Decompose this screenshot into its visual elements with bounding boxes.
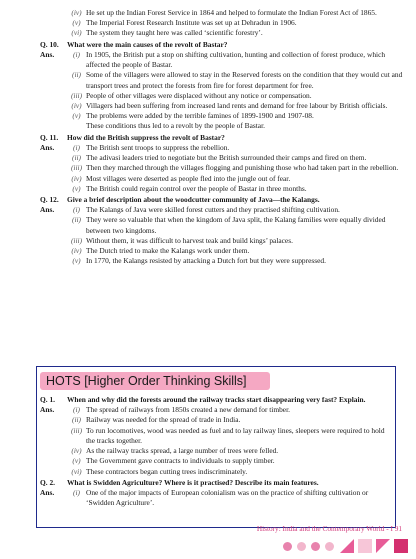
dot-icon [325,542,334,551]
hots-question-1: Q. 1. When and why did the forests around the railway tracks start disappearing very fast? Explain. [40,395,366,404]
list-item: (iii) Without them, it was difficult to harvest teak and build kings’ palaces. [70,235,293,245]
hots-question-2: Q. 2. What is Swidden Agriculture? Where is it practised? Describe its main features. [40,477,319,487]
list-item: (iv) The Dutch tried to make the Kalangs work under them. [71,246,250,256]
dot-icon [283,542,292,551]
list-item: (vi) The system they taught here was called ‘scientific forestry’. [71,28,263,38]
list-item: (iii) To run locomotives, wood was needed as fuel and to lay railway lines, sleepers were required to hold the tracks together. [70,425,385,445]
question-10: Q. 10. What were the main causes of the revolt of Bastar? [40,39,228,49]
page-footer: History: India and the Contemporary World - I 91 [256,524,402,533]
square-icon [394,539,408,553]
square-icon [358,539,372,553]
list-item: (i) The spread of railways from 1850s created a new demand for timber. [73,405,290,415]
list-item: (ii) Some of the villagers were allowed to stay in the Reserved forests on the condition that they would cut and transport trees and protect the forests from fire for forest department for free. [71,70,403,90]
page-content [40,8,405,266]
list-item: (v) The problems were added by the terrible famines of 1899-1900 and 1907-08. [72,111,314,121]
list-item: (v) The Imperial Forest Research Institute was set up at Dehradun in 1906. [72,18,297,28]
hots-title: HOTS [Higher Order Thinking Skills] [40,372,270,390]
hots-answer-1: Ans. (i) The spread of railways from 1850s created a new demand for timber. (ii) Railway was needed for the spread of trade in India. (iii) To run locomotives, wood was needed as fuel and to lay railway lines, sleepers were required to hold the tracks together. (iv) As the railway tracks spread, a large number of trees were felled. (v) The Government gave contracts to individuals to supply timber. (vi) These contractors began cutting trees indiscriminately. [40,405,395,477]
hots-answer-2: Ans. (i) One of the major impacts of European colonialism was on the practice of shifting cultivation or ‘Swidden Agriculture’. [40,488,395,508]
list-item: (ii) They were so valuable that when the kingdom of Java split, the Kalang families were equally divided between two kingdoms. [71,215,386,235]
list-item: (ii) The adivasi leaders tried to negotiate but the British surrounded their camps and fired on them. [71,153,367,163]
list-item: (i) The British sent troops to suppress the rebellion. [73,142,230,152]
list-item: (i) One of the major impacts of European colonialism was on the practice of shifting cultivation or ‘Swidden Agriculture’. [73,487,369,508]
answer-11: Ans. (i) The British sent troops to suppress the rebellion. (ii) The adivasi leaders tried to negotiate but the British surrounded their camps and fired on them. (iii) Then they marched through the villages flogging and punishing those who had taken part in the rebellion. (iv) Most villages were deserted as people fled into the jungle out of fear. (v) The British could regain control over the people of Bastar in three months. [40,143,405,194]
hots-content [40,394,395,508]
list-item: (iv) Most villages were deserted as people fled into the jungle out of fear. [71,173,291,183]
answer-12: Ans. (i) The Kalangs of Java were skilled forest cutters and they practised shifting cultivation. (ii) They were so valuable that when the kingdom of Java split, the Kalang families were equally divided between two kingdoms. (iii) Without them, it was difficult to harvest teak and build kings’ palaces. (iv) The Dutch tried to make the Kalangs work under them. (v) In 1770, the Kalangs resisted by attacking a Dutch fort but they were suppressed. [40,205,405,266]
list-item: (iv) Villagers had been suffering from increased land rents and demand for free labour by British officials. [71,100,388,110]
list-item: (v) The Government gave contracts to individuals to supply timber. [72,456,275,466]
question-11: Q. 11. How did the British suppress the revolt of Bastar? [40,132,225,142]
triangle-icon [340,539,354,553]
list-item: (v) In 1770, the Kalangs resisted by attacking a Dutch fort but they were suppressed. [72,256,326,266]
list-item: (vi) These contractors began cutting trees indiscriminately. [71,466,248,476]
list-item: (iii) People of other villages were displaced without any notice or compensation. [70,90,312,100]
dot-icon [311,542,320,551]
list-item: (i) In 1905, the British put a stop on shifting cultivation, hunting and collection of forest produce, which affected the people of Bastar. [73,49,386,70]
list-item: (ii) Railway was needed for the spread of trade in India. [71,415,241,425]
dot-icon [297,542,306,551]
question-12: Q. 12. Give a brief description about the woodcutter community of Java—the Kalangs. [40,194,320,204]
list-item: (i) The Kalangs of Java were skilled forest cutters and they practised shifting cultivation. [73,205,340,215]
triangle-icon [376,539,390,553]
list-item: (iv) He set up the Indian Forest Service in 1864 and helped to formulate the Indian Forest Act of 1865. [71,8,377,17]
list-item: (v) The British could regain control over the people of Bastar in three months. [72,183,307,193]
answer-10: Ans. (i) In 1905, the British put a stop on shifting cultivation, hunting and collection of forest produce, which affected the people of Bastar. (ii) Some of the villagers were allowed to stay in the Reserved forests on the condition that they would cut and transport trees and protect the forests from fire for forest department for free. (iii) People of other villages were displaced without any notice or compensation. (iv) Villagers had been suffering from increased land rents and demand for free labour by British officials. (v) The problems were added by the terrible famines of 1899-1900 and 1907-08. [40,50,405,122]
answer-conclusion: These conditions thus led to a revolt by the people of Bastar. [86,121,265,131]
list-item: (iv) As the railway tracks spread, a large number of trees were felled. [71,446,279,456]
list-item: (iii) Then they marched through the villages flogging and punishing those who had taken part in the rebellion. [70,163,399,173]
continuation-list [40,8,405,39]
